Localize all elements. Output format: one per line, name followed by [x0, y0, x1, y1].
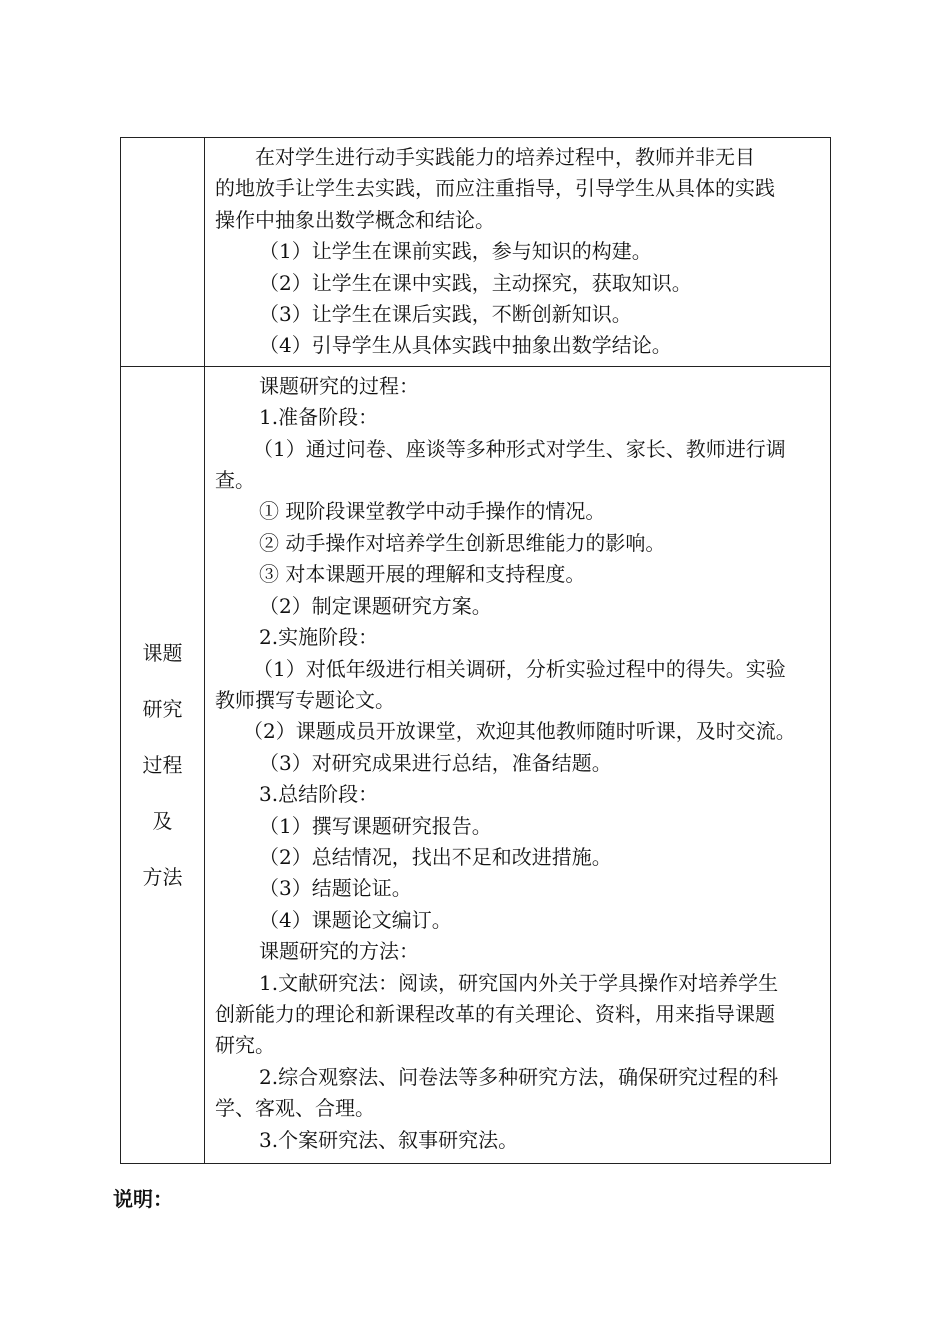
list-item: 查。	[215, 468, 255, 493]
list-item: （1）撰写课题研究报告。	[259, 813, 492, 838]
list-item: 教师撰写专题论文。	[215, 687, 395, 712]
list-item: 研究。	[215, 1033, 275, 1058]
section-heading: 课题研究的方法：	[259, 939, 419, 964]
stage-heading: 2.实施阶段：	[259, 625, 379, 650]
stage-heading: 1.准备阶段：	[259, 405, 379, 430]
research-table	[120, 137, 831, 1164]
list-item: （3）对研究成果进行总结，准备结题。	[259, 750, 612, 775]
row2-label-cell	[121, 366, 205, 1163]
table-row	[121, 366, 831, 1163]
row2-label-line: 及	[152, 808, 173, 833]
table-row	[121, 138, 831, 367]
list-item: （2）总结情况，找出不足和改进措施。	[259, 844, 612, 869]
list-item: 3.个案研究法、叙事研究法。	[259, 1127, 519, 1152]
list-item: （1）通过问卷、座谈等多种形式对学生、家长、教师进行调	[253, 436, 786, 461]
list-item: （3）结题论证。	[259, 876, 412, 901]
list-item: 学、客观、合理。	[215, 1096, 375, 1121]
list-item: 1.文献研究法：阅读，研究国内外关于学具操作对培养学生	[259, 970, 779, 995]
list-item: （1）对低年级进行相关调研，分析实验过程中的得失。实验	[253, 656, 786, 681]
paragraph-line: 操作中抽象出数学概念和结论。	[215, 207, 495, 232]
row2-body-cell	[205, 366, 831, 1163]
list-item: （4）课题论文编订。	[259, 907, 452, 932]
row2-label-line: 过程	[142, 752, 183, 777]
paragraph-line: 在对学生进行动手实践能力的培养过程中，教师并非无目	[255, 145, 755, 169]
row2-label-line: 课题	[142, 640, 183, 665]
list-item: ② 动手操作对培养学生创新思维能力的影响。	[259, 530, 666, 555]
row2-label-line: 研究	[142, 696, 183, 721]
list-item: 创新能力的理论和新课程改革的有关理论、资料，用来指导课题	[215, 1001, 775, 1026]
stage-heading: 3.总结阶段：	[259, 782, 379, 807]
section-heading: 课题研究的过程：	[259, 373, 419, 398]
row1-label-cell	[121, 138, 205, 367]
list-item: （4）引导学生从具体实践中抽象出数学结论。	[259, 333, 672, 358]
list-item: ① 现阶段课堂教学中动手操作的情况。	[259, 499, 606, 524]
row2-label-line: 方法	[142, 864, 183, 889]
paragraph-line: 的地放手让学生去实践，而应注重指导，引导学生从具体的实践	[215, 176, 775, 201]
list-item: （2）让学生在课中实践，主动探究，获取知识。	[259, 270, 692, 295]
list-item: 2.综合观察法、问卷法等多种研究方法，确保研究过程的科	[259, 1064, 779, 1089]
note-label: 说明：	[113, 1187, 173, 1211]
list-item: ③ 对本课题开展的理解和支持程度。	[259, 562, 586, 587]
list-item: （2）课题成员开放课堂，欢迎其他教师随时听课，及时交流。	[243, 719, 796, 744]
list-item: （1）让学生在课前实践，参与知识的构建。	[259, 239, 652, 264]
row1-body-cell	[205, 138, 831, 367]
list-item: （2）制定课题研究方案。	[259, 593, 492, 618]
list-item: （3）让学生在课后实践，不断创新知识。	[259, 302, 632, 327]
